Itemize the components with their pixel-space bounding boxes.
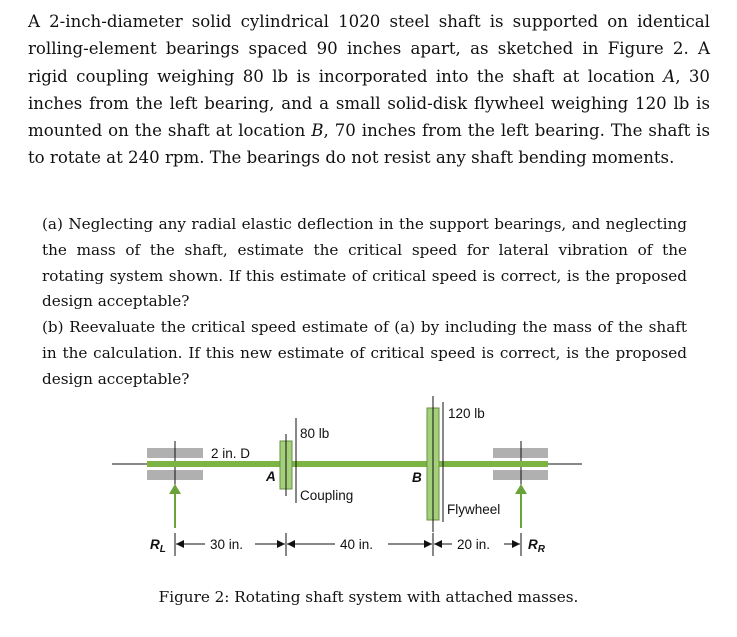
problem-statement: A 2-inch-diameter solid cylindrical 1020 steel shaft is supported on identical rolling-element bearings spaced 90 inches apart, as sketched in Figure 2. A rigid coupling weighing 80 lb is incorporated into the shaft at location A, 30 inches from the left bearing, and a small solid-disk flywheel weighing 120 lb is mounted on the shaft at location B, 70 inches from the left bearing. The shaft is to rotate at 240 rpm. The bearings do not resist any shaft bending moments. [28, 12, 710, 168]
part-b: (b) Reevaluate the critical speed estimate of (a) by including the mass of the shaft in the calculation. If this new estimate of critical speed is correct, is the proposed design acceptable? [42, 318, 687, 388]
reaction-left-label: $R_L$ [150, 537, 166, 555]
shaft [147, 461, 548, 467]
dim-20-label: 20 in. [457, 537, 491, 552]
flywheel-weight-label: 120 lb [448, 406, 485, 421]
left-reaction-arrow [169, 484, 181, 528]
flywheel-name-label: Flywheel [447, 502, 501, 517]
dim-30-label: 30 in. [210, 537, 244, 552]
coupling-name-label: Coupling [300, 488, 354, 503]
coupling [280, 434, 292, 496]
point-b-label: B [412, 470, 422, 485]
figure-caption: Figure 2: Rotating shaft system with attached masses. [158, 588, 579, 606]
shaft-diameter-label: 2 in. D [211, 446, 251, 461]
symbol-b: B [311, 121, 324, 141]
part-a: (a) Neglecting any radial elastic deflection in the support bearings, and neglecting the mass of the shaft, estimate the critical speed for lateral vibration of the rotating system shown. If this estimate of critical speed is correct, is the proposed design acceptable? [42, 215, 687, 311]
right-reaction-arrow [515, 484, 527, 528]
point-a-label: A [266, 469, 276, 484]
dim-40-label: 40 in. [340, 537, 374, 552]
flywheel [427, 396, 439, 532]
symbol-a: A [663, 66, 676, 86]
coupling-weight-label: 80 lb [300, 426, 330, 441]
reaction-right-label: $R_R$ [528, 537, 545, 555]
